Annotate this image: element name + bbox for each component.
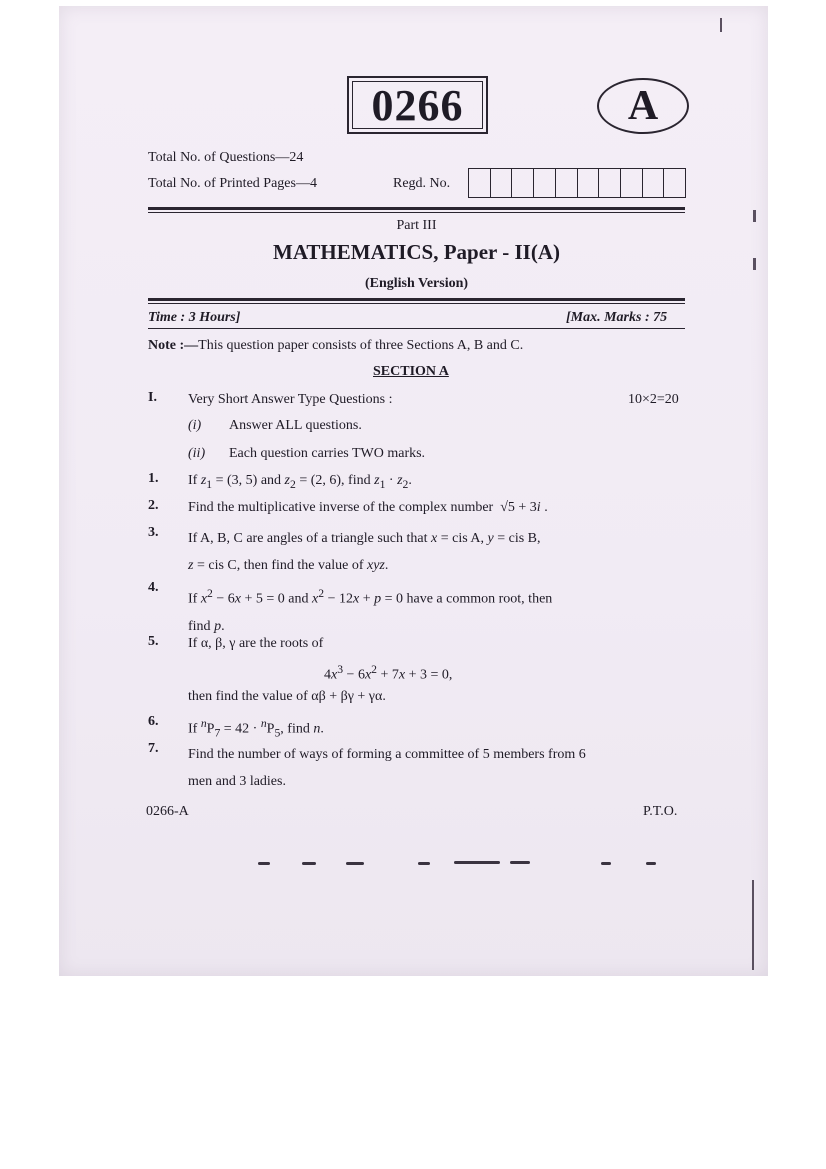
scan-smudge <box>302 862 316 865</box>
question-number: 3. <box>148 525 159 540</box>
question-text: If α, β, γ are the roots of <box>188 636 324 651</box>
section-question-number: I. <box>148 390 157 405</box>
regd-number-boxes <box>468 168 686 198</box>
instruction-number: (ii) <box>188 446 206 461</box>
version-label: (English Version) <box>364 276 469 291</box>
time-rule <box>148 328 685 329</box>
question-equation: $4x^3 - 6x^2 + 7x + 3 = 0$, <box>324 663 453 683</box>
total-questions: Total No. of Questions—24 <box>148 150 304 165</box>
scan-smudge <box>418 862 430 865</box>
title-rule-thin <box>148 303 685 304</box>
section-heading: SECTION A <box>373 364 449 379</box>
scan-smudge <box>258 862 270 865</box>
footer-pto: P.T.O. <box>643 804 678 819</box>
question-text: If A, B, C are angles of a triangle such that x = cis A, y = cis B, z = cis C, then find the value of xyz. <box>188 531 541 573</box>
section-marks: 10×2=20 <box>628 392 679 407</box>
question-number: 7. <box>148 741 159 756</box>
note <box>148 336 523 356</box>
question-text: If $^nP_7 = 42 \cdot ^nP_5$, find n. <box>188 717 324 740</box>
question-text: If $x^2 - 6x + 5 = 0$ and $x^2 - 12x + p = 0$ have a common root, then find p. <box>188 587 553 634</box>
time-label: Time : 3 Hours] <box>148 310 241 325</box>
note-label: Note :— <box>148 338 199 353</box>
scan-edge-mark <box>753 210 756 222</box>
question-text: Find the number of ways of forming a committee of 5 members from 6 men and 3 ladies. <box>188 747 586 789</box>
section-question-text: Very Short Answer Type Questions : <box>188 392 393 407</box>
question-text: If $z_1 = (3$, 5) and $z_2 = (2$, 6), find $z_1 \cdot z_2$. <box>188 473 412 491</box>
instruction-text: Each question carries TWO marks. <box>229 446 426 461</box>
part-label: Part III <box>396 218 437 233</box>
scan-edge-mark <box>753 258 756 270</box>
question-number: 4. <box>148 580 159 595</box>
scan-smudge <box>510 861 530 864</box>
question-number: 5. <box>148 634 159 649</box>
question-text: Find the multiplicative inverse of the complex number √5 + 3i . <box>188 500 548 515</box>
paper-code-box <box>347 76 488 134</box>
instruction-text: Answer ALL questions. <box>229 418 362 433</box>
scan-edge-mark <box>752 880 754 970</box>
scan-smudge <box>454 861 500 864</box>
header-rule <box>148 207 685 210</box>
scan-edge-mark <box>720 18 722 32</box>
scan-smudge <box>646 862 656 865</box>
paper-code: 0266 <box>352 81 483 129</box>
total-pages: Total No. of Printed Pages—4 <box>148 176 317 191</box>
question-number: 2. <box>148 498 159 513</box>
question-number: 6. <box>148 714 159 729</box>
footer-code: 0266-A <box>146 804 189 819</box>
header-rule-thin <box>148 212 685 213</box>
scan-smudge <box>601 862 611 865</box>
question-number: 1. <box>148 471 159 486</box>
regd-label: Regd. No. <box>393 176 451 191</box>
question-text: then find the value of αβ + βγ + γα. <box>188 689 386 704</box>
set-letter-oval: A <box>597 78 689 134</box>
max-marks-label: [Max. Marks : 75 <box>566 310 668 325</box>
instruction-number: (i) <box>188 418 202 433</box>
note-text: This question paper consists of three Sections A, B and C. <box>198 338 524 353</box>
scan-smudge <box>346 862 364 865</box>
title-rule <box>148 298 685 301</box>
paper-title: MATHEMATICS, Paper - II(A) <box>273 240 560 264</box>
